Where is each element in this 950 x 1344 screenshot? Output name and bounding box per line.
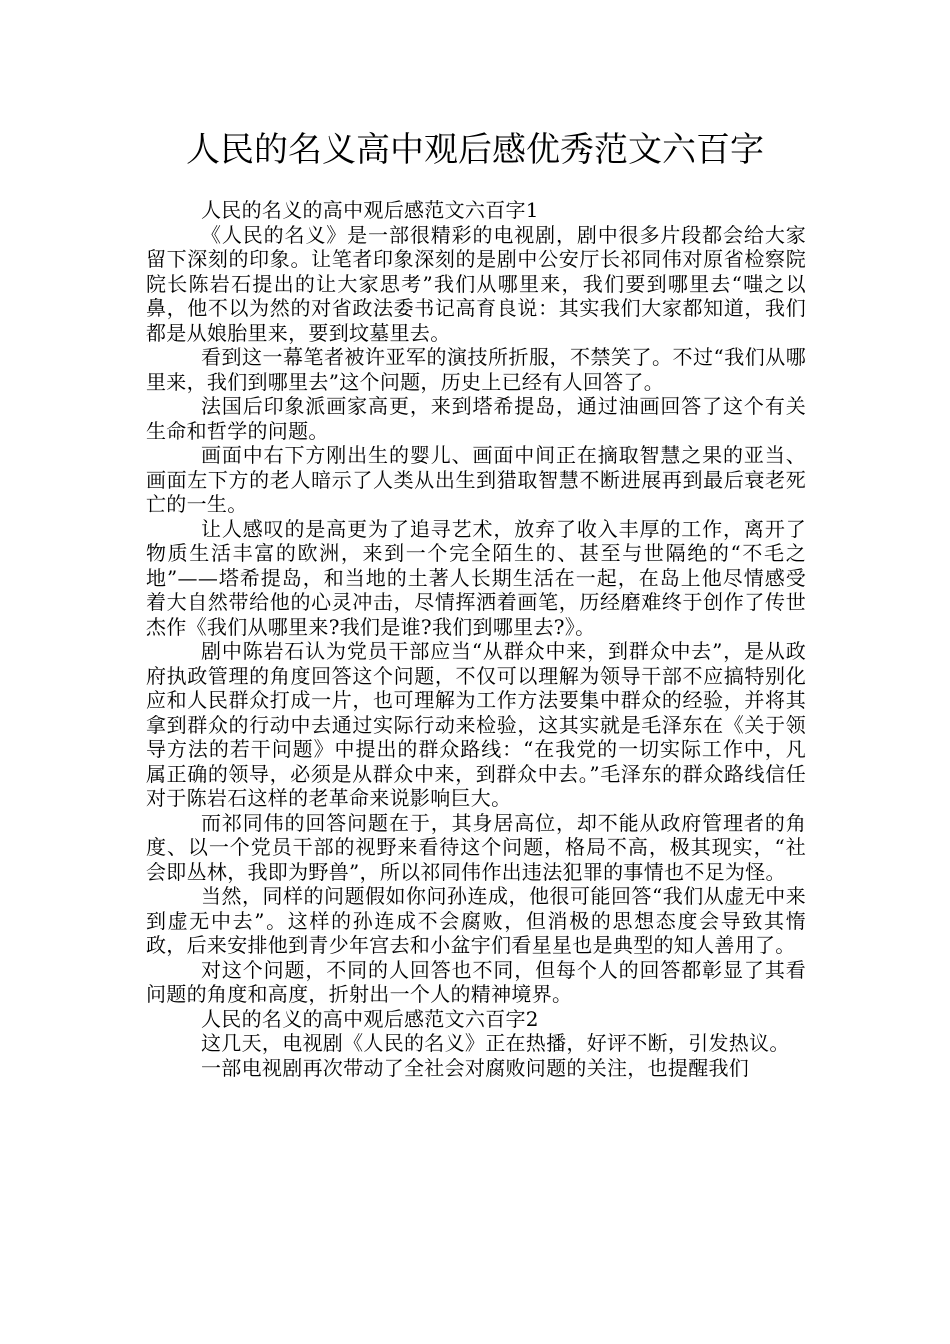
document-title: 人民的名义高中观后感优秀范文六百字 <box>186 130 764 170</box>
paragraph: 剧中陈岩石认为党员干部应当“从群众中来，到群众中去”，是从政府执政管理的角度回答这个问题，不仅可以理解为领导干部不应搞特别化应和人民群众打成一片，也可理解为工作方法要集中群众的经验，并将其拿到群众的行动中去通过实际行动来检验，这其实就是毛泽东在《关于领导方法的若干问题》中提出的群众路线：“在我党的一切实际工作中，凡属正确的领导，必须是从群众中来，到群众中去。”毛泽东的群众路线信任对于陈岩石这样的老革命来说影响巨大。 <box>146 639 806 810</box>
paragraph: 这几天，电视剧《人民的名义》正在热播，好评不断，引发热议。 <box>201 1031 790 1055</box>
paragraph: 画面中右下方刚出生的婴儿、画面中间正在摘取智慧之果的亚当、画面左下方的老人暗示了人类从出生到猎取智慧不断进展再到最后衰老死亡的一生。 <box>146 443 806 516</box>
paragraph: 法国后印象派画家高更，来到塔希提岛，通过油画回答了这个有关生命和哲学的问题。 <box>146 394 806 443</box>
paragraph: 而祁同伟的回答问题在于，其身居高位，却不能从政府管理者的角度、以一个党员干部的视野来看待这个问题，格局不高，极其现实，“社会即丛林，我即为野兽”，所以祁同伟作出违法犯罪的事情也不足为怪。 <box>146 810 806 884</box>
paragraph: 看到这一幕笔者被许亚军的演技所折服，不禁笑了。不过“我们从哪里来，我们到哪里去”这个问题，历史上已经有人回答了。 <box>146 345 806 394</box>
section-heading-1: 人民的名义的高中观后感范文六百字1 <box>201 198 539 222</box>
document-body <box>146 198 806 1080</box>
paragraph: 对这个问题，不同的人回答也不同，但每个人的回答都彰显了其看问题的角度和高度，折射出一个人的精神境界。 <box>146 957 806 1006</box>
paragraph: 让人感叹的是高更为了追寻艺术，放弃了收入丰厚的工作，离开了物质生活丰富的欧洲，来到一个完全陌生的、甚至与世隔绝的“不毛之地”——塔希提岛，和当地的土著人长期生活在一起，在岛上他尽情感受着大自然带给他的心灵冲击，尽情挥洒着画笔，历经磨难终于创作了传世杰作《我们从哪里来?我们是谁?我们到哪里去?》。 <box>146 516 806 639</box>
paragraph: 《人民的名义》是一部很精彩的电视剧，剧中很多片段都会给大家留下深刻的印象。让笔者印象深刻的是剧中公安厅长祁同伟对原省检察院院长陈岩石提出的让大家思考”我们从哪里来，我们要到哪里去“嗤之以鼻，他不以为然的对省政法委书记高育良说：其实我们大家都知道，我们都是从娘胎里来，要到坟墓里去。 <box>146 222 806 345</box>
paragraph: 当然，同样的问题假如你问孙连成，他很可能回答“我们从虚无中来到虚无中去”。这样的孙连成不会腐败，但消极的思想态度会导致其惰政，后来安排他到青少年宫去和小盆宇们看星星也是典型的知人善用了。 <box>146 884 806 957</box>
section-heading-2: 人民的名义的高中观后感范文六百字2 <box>201 1006 539 1031</box>
paragraph: 一部电视剧再次带动了全社会对腐败问题的关注，也提醒我们 <box>201 1055 750 1080</box>
